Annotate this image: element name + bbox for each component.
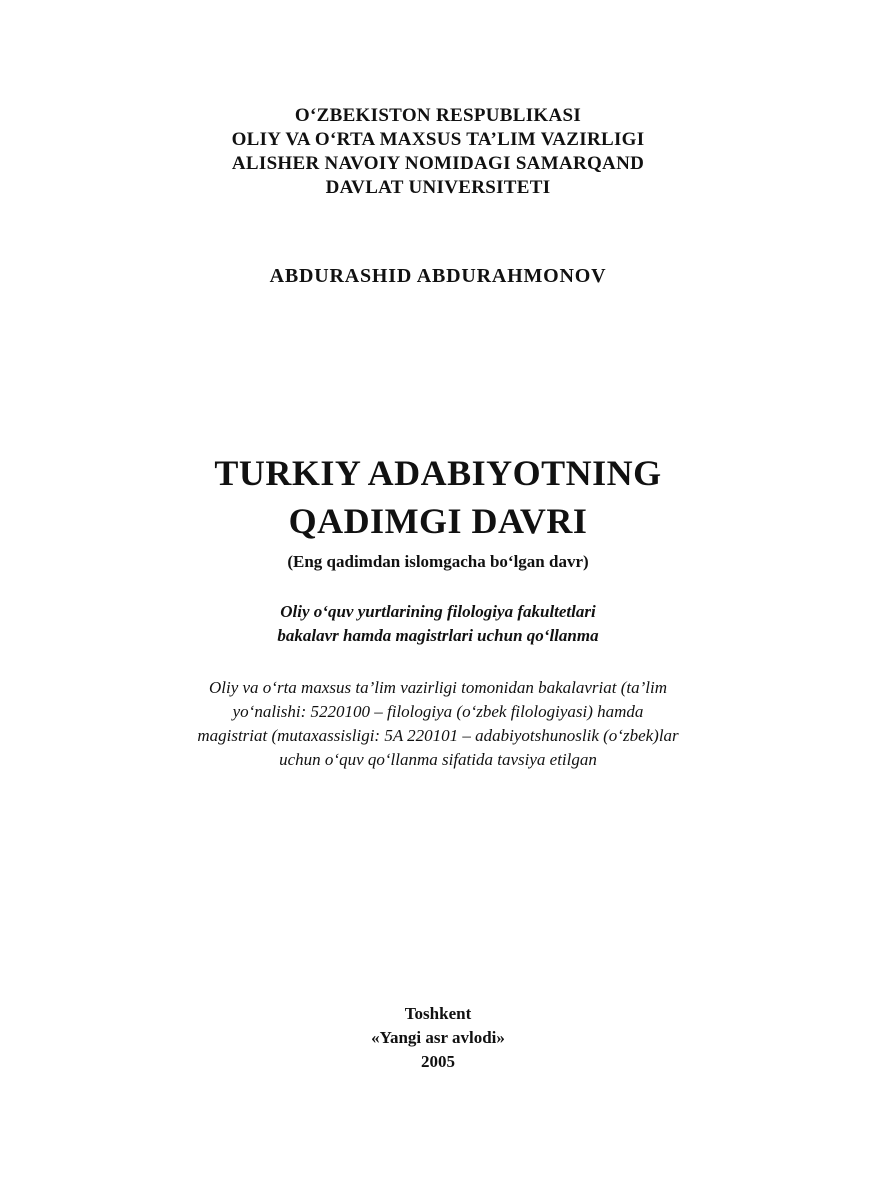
audience-note-line-1: Oliy o‘quv yurtlarining filologiya fakultetlari xyxy=(280,602,596,621)
author-name: ABDURASHID ABDURAHMONOV xyxy=(269,265,607,287)
imprint-publisher: «Yangi asr avlodi» xyxy=(371,1028,505,1047)
recommendation-line-1: Oliy va o‘rta maxsus ta’lim vazirligi tomonidan bakalavriat (ta’lim xyxy=(208,678,667,697)
recommendation-line-2: yo‘nalishi: 5220100 – filologiya (o‘zbek filologiyasi) hamda xyxy=(232,702,644,721)
audience-note xyxy=(0,600,876,648)
publication-imprint xyxy=(0,1002,876,1074)
imprint-city: Toshkent xyxy=(404,1004,472,1023)
recommendation-line-3: magistriat (mutaxassisligi: 5A 220101 – adabiyotshunoslik (o‘zbek)lar xyxy=(197,726,679,745)
audience-note-line-2: bakalavr hamda magistrlari uchun qo‘llanma xyxy=(277,626,599,645)
imprint-year: 2005 xyxy=(421,1052,455,1071)
book-subtitle: (Eng qadimdan islomgacha bo‘lgan davr) xyxy=(287,552,589,571)
institution-line-3: ALISHER NAVOIY NOMIDAGI SAMARQAND xyxy=(231,153,645,174)
recommendation-line-4: uchun o‘quv qo‘llanma sifatida tavsiya etilgan xyxy=(279,750,597,769)
institution-line-4: DAVLAT UNIVERSITETI xyxy=(325,177,551,198)
institution-line-2: OLIY VA O‘RTA MAXSUS TA’LIM VAZIRLIGI xyxy=(231,129,645,150)
book-title xyxy=(0,449,876,545)
institution-header xyxy=(0,104,876,200)
institution-line-1: O‘ZBEKISTON RESPUBLIKASI xyxy=(294,105,582,126)
book-title-line-1: TURKIY ADABIYOTNING xyxy=(214,453,662,493)
ministry-recommendation xyxy=(0,676,876,772)
book-title-line-2: QADIMGI DAVRI xyxy=(288,501,588,541)
